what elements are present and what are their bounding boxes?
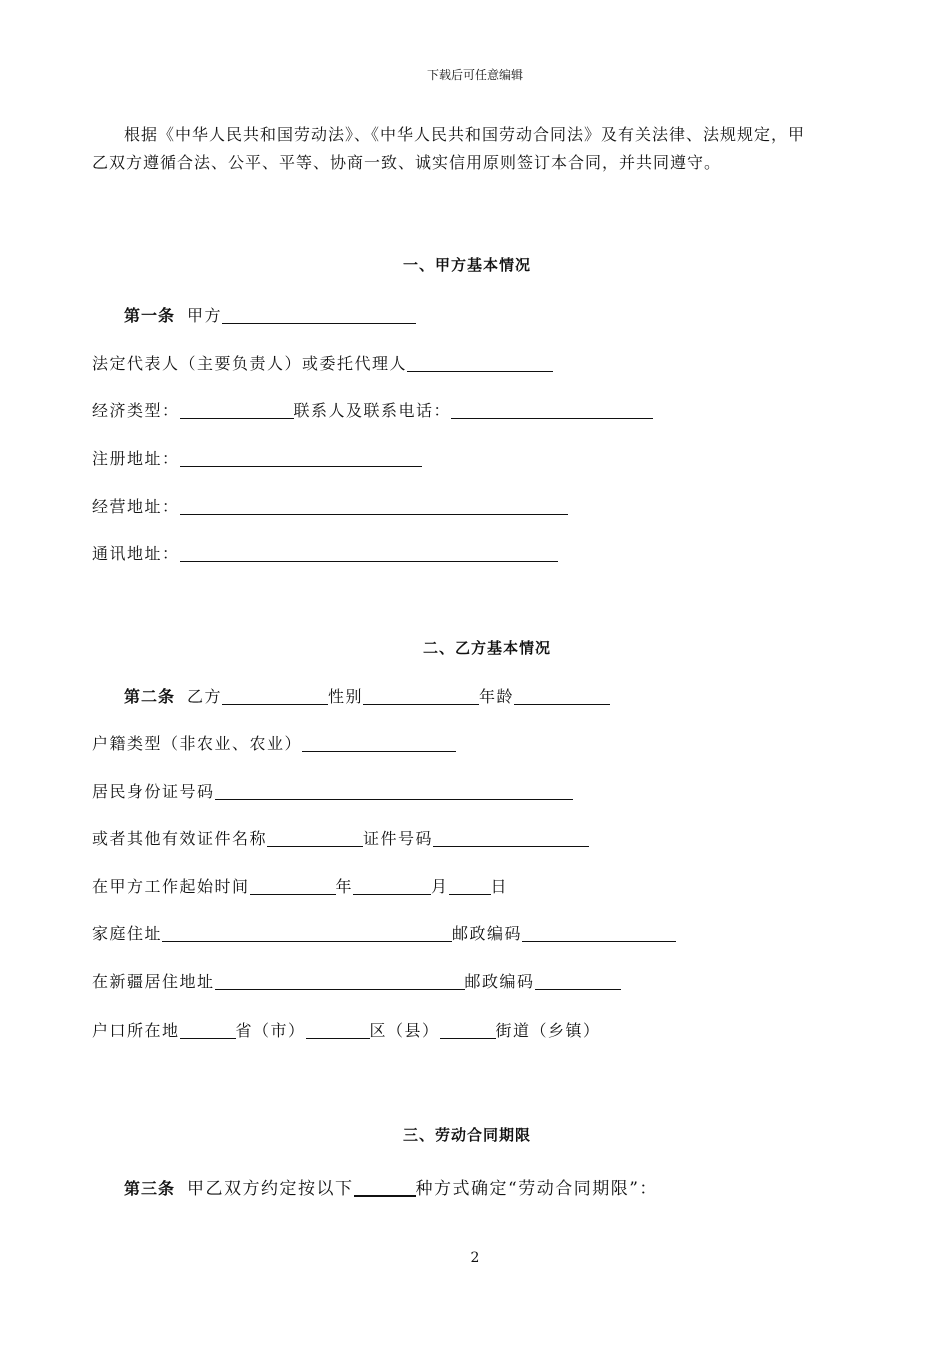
page-header-note: 下载后可任意编辑: [426, 68, 523, 82]
article-3-row: [124, 1174, 658, 1199]
day-label: 日: [490, 877, 509, 896]
year-label: 年: [335, 877, 354, 896]
article-3-blank[interactable]: [354, 1177, 416, 1197]
biz-addr-row: [92, 494, 568, 517]
province-label: 省（市）: [235, 1021, 306, 1040]
party-b-blank[interactable]: [222, 686, 328, 705]
reg-addr-row: [92, 446, 422, 469]
contact-blank[interactable]: [451, 400, 653, 419]
age-label: 年龄: [479, 687, 515, 706]
contact-label: 联系人及联系电话：: [293, 401, 452, 420]
id-num-label: 证件号码: [363, 829, 434, 848]
age-blank[interactable]: [514, 686, 610, 705]
representative-blank[interactable]: [407, 353, 553, 372]
other-id-blank[interactable]: [267, 828, 363, 847]
province-blank[interactable]: [180, 1020, 236, 1039]
id-num-blank[interactable]: [433, 828, 589, 847]
representative-row: [92, 351, 553, 374]
home-addr-label: 家庭住址: [92, 924, 163, 943]
page-number: 2: [470, 1250, 480, 1266]
xinjiang-addr-label: 在新疆居住地址: [92, 972, 215, 991]
mail-addr-blank[interactable]: [180, 543, 558, 562]
month-label: 月: [431, 877, 449, 896]
start-month-blank[interactable]: [353, 876, 431, 895]
postcode-1-label: 邮政编码: [452, 924, 523, 943]
econ-type-row: [92, 398, 653, 421]
start-day-blank[interactable]: [449, 876, 491, 895]
postcode-2-label: 邮政编码: [464, 972, 535, 991]
intro-line-1: 根据《中华人民共和国劳动法》、《中华人民共和国劳动合同法》及有关法律、法规规定，甲: [124, 125, 806, 144]
party-a-label: 甲方: [187, 306, 223, 325]
id-number-label: 居民身份证号码: [92, 782, 215, 801]
article-2-row: [124, 684, 610, 707]
id-number-row: [92, 779, 573, 802]
biz-addr-label: 经营地址：: [92, 497, 180, 516]
home-addr-row: [92, 921, 676, 944]
intro-line-2: 乙双方遵循合法、公平、平等、协商一致、诚实信用原则签订本合同，并共同遵守。: [92, 153, 722, 172]
hukou-location-label: 户口所在地: [92, 1021, 180, 1040]
article-2-label: 第二条: [124, 687, 176, 706]
start-year-blank[interactable]: [250, 876, 336, 895]
hukou-type-row: [92, 731, 456, 754]
start-time-row: [92, 874, 508, 897]
mail-addr-label: 通讯地址：: [92, 544, 180, 563]
reg-addr-label: 注册地址：: [92, 449, 180, 468]
xinjiang-addr-blank[interactable]: [215, 971, 465, 990]
article-3-post: 种方式确定“劳动合同期限”：: [415, 1179, 658, 1199]
representative-label: 法定代表人（主要负责人）或委托代理人: [92, 354, 408, 373]
district-blank[interactable]: [306, 1020, 370, 1039]
postcode-2-blank[interactable]: [535, 971, 621, 990]
section-3-title: 三、劳动合同期限: [403, 1126, 532, 1144]
section-2-title: 二、乙方基本情况: [423, 639, 552, 657]
hukou-location-row: [92, 1018, 601, 1041]
home-addr-blank[interactable]: [162, 923, 452, 942]
biz-addr-blank[interactable]: [180, 496, 568, 515]
hukou-type-label: 户籍类型（非农业、农业）: [92, 734, 303, 753]
start-time-label: 在甲方工作起始时间: [92, 877, 250, 896]
article-3-pre: 甲乙双方约定按以下: [187, 1179, 354, 1199]
econ-type-blank[interactable]: [180, 400, 294, 419]
street-blank[interactable]: [440, 1020, 496, 1039]
id-number-blank[interactable]: [215, 781, 573, 800]
street-label: 街道（乡镇）: [495, 1021, 601, 1040]
reg-addr-blank[interactable]: [180, 448, 422, 467]
district-label: 区（县）: [369, 1021, 440, 1040]
mail-addr-row: [92, 541, 558, 564]
party-b-label: 乙方: [187, 687, 223, 706]
other-id-row: [92, 826, 589, 849]
gender-blank[interactable]: [363, 686, 479, 705]
econ-type-label: 经济类型：: [92, 401, 180, 420]
section-1-title: 一、甲方基本情况: [403, 256, 532, 274]
hukou-type-blank[interactable]: [302, 733, 456, 752]
gender-label: 性别: [328, 687, 364, 706]
article-3-label: 第三条: [124, 1179, 176, 1198]
other-id-label: 或者其他有效证件名称: [92, 829, 268, 848]
party-a-blank[interactable]: [222, 305, 416, 324]
article-1-row: [124, 303, 416, 326]
postcode-1-blank[interactable]: [522, 923, 676, 942]
xinjiang-addr-row: [92, 969, 621, 992]
article-1-label: 第一条: [124, 306, 176, 325]
